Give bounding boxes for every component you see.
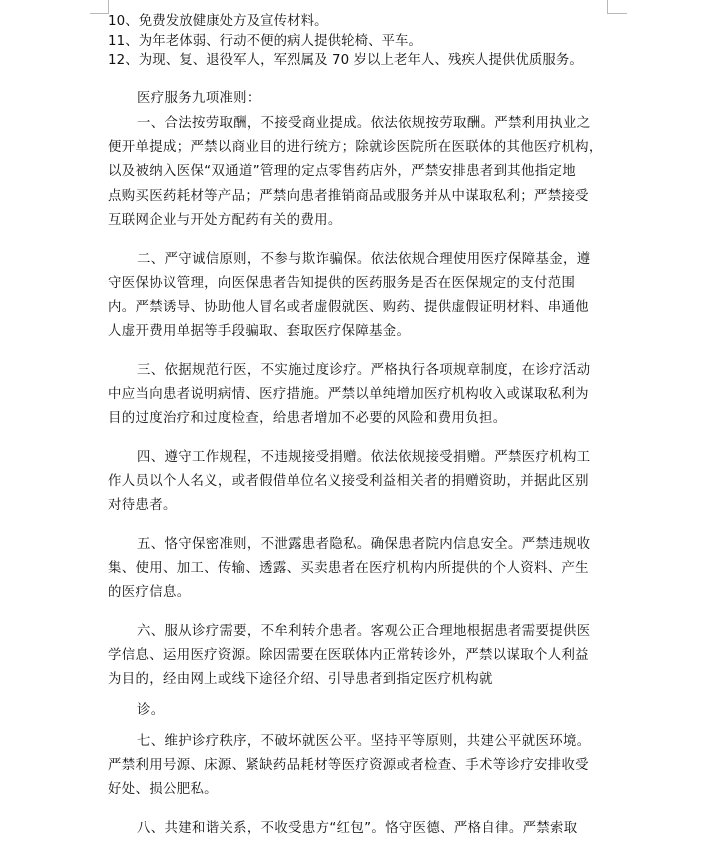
paragraph-line: 五、恪守保密准则，不泄露患者隐私。确保患者院内信息安全。严禁违规收 bbox=[137, 537, 591, 552]
paragraph-line: 的医疗信息。 bbox=[108, 585, 191, 600]
paragraph-line: 六、服从诊疗需要，不牟利转介患者。客观公正合理地根据患者需要提供医 bbox=[137, 624, 591, 639]
list-item: 12、为现、复、退役军人，军烈属及 70 岁以上老年人、残疾人提供优质服务。 bbox=[108, 53, 583, 68]
section-heading: 医疗服务九项准则： bbox=[137, 91, 261, 106]
paragraph-line: 内。严禁诱导、协助他人冒名或者虚假就医、购药、提供虚假证明材料、串通他 bbox=[108, 300, 589, 315]
paragraph-line: 八、共建和谐关系，不收受患方“红包”。恪守医德、严格自律。严禁索取 bbox=[137, 821, 578, 836]
paragraph-line: 好处、损公肥私。 bbox=[108, 782, 218, 797]
paragraph-line: 三、依据规范行医，不实施过度诊疗。严格执行各项规章制度，在诊疗活动 bbox=[137, 363, 591, 378]
paragraph-line: 点购买医药耗材等产品；严禁向患者推销商品或服务并从中谋取私利；严禁接受 bbox=[108, 189, 589, 204]
paragraph-line: 对待患者。 bbox=[108, 498, 177, 513]
paragraph-line: 二、严守诚信原则，不参与欺诈骗保。依法依规合理使用医疗保障基金，遵 bbox=[137, 252, 591, 267]
paragraph-line: 一、合法按劳取酬，不接受商业提成。依法依规按劳取酬。严禁利用执业之 bbox=[137, 116, 591, 131]
paragraph-line: 互联网企业与开处方配药有关的费用。 bbox=[108, 213, 342, 228]
paragraph-line: 为目的，经由网上或线下途径介绍、引导患者到指定医疗机构就 bbox=[108, 672, 493, 687]
paragraph-line: 目的过度治疗和过度检查，给患者增加不必要的风险和费用负担。 bbox=[108, 411, 507, 426]
paragraph-line: 严禁利用号源、床源、紧缺药品耗材等医疗资源或者检查、手术等诊疗安排收受 bbox=[108, 758, 589, 773]
crop-mark-left-h bbox=[90, 13, 108, 14]
crop-mark-left bbox=[108, 0, 109, 14]
crop-mark-right-h bbox=[607, 13, 627, 14]
paragraph-line: 守医保协议管理，向医保患者告知提供的医药服务是否在医保规定的支付范围 bbox=[108, 276, 576, 291]
list-item: 11、为年老体弱、行动不便的病人提供轮椅、平车。 bbox=[108, 34, 423, 49]
paragraph-line: 人虚开费用单据等手段骗取、套取医疗保障基金。 bbox=[108, 324, 411, 339]
paragraph-line: 七、维护诊疗秩序，不破坏就医公平。坚持平等原则，共建公平就医环境。 bbox=[137, 734, 591, 749]
paragraph-line: 作人员以个人名义，或者假借单位名义接受利益相关者的捐赠资助，并据此区别 bbox=[108, 474, 589, 489]
paragraph-line: 学信息、运用医疗资源。除因需要在医联体内正常转诊外，严禁以谋取个人利益 bbox=[108, 648, 589, 663]
paragraph-line: 以及被纳入医保“双通道”管理的定点零售药店外，严禁安排患者到其他指定地 bbox=[108, 164, 577, 179]
crop-mark-right bbox=[607, 0, 608, 14]
paragraph-line: 诊。 bbox=[137, 703, 165, 718]
paragraph-line: 中应当向患者说明病情、医疗措施。严禁以单纯增加医疗机构收入或谋取私利为 bbox=[108, 387, 589, 402]
list-item: 10、免费发放健康处方及宣传材料。 bbox=[108, 14, 328, 29]
paragraph-line: 集、使用、加工、传输、透露、买卖患者在医疗机构内所提供的个人资料、产生 bbox=[108, 561, 589, 576]
paragraph-line: 四、遵守工作规程，不违规接受捐赠。依法依规接受捐赠。严禁医疗机构工 bbox=[137, 450, 591, 465]
paragraph-line: 便开单提成；严禁以商业目的进行统方；除就诊医院所在医联体的其他医疗机构， bbox=[108, 140, 603, 155]
